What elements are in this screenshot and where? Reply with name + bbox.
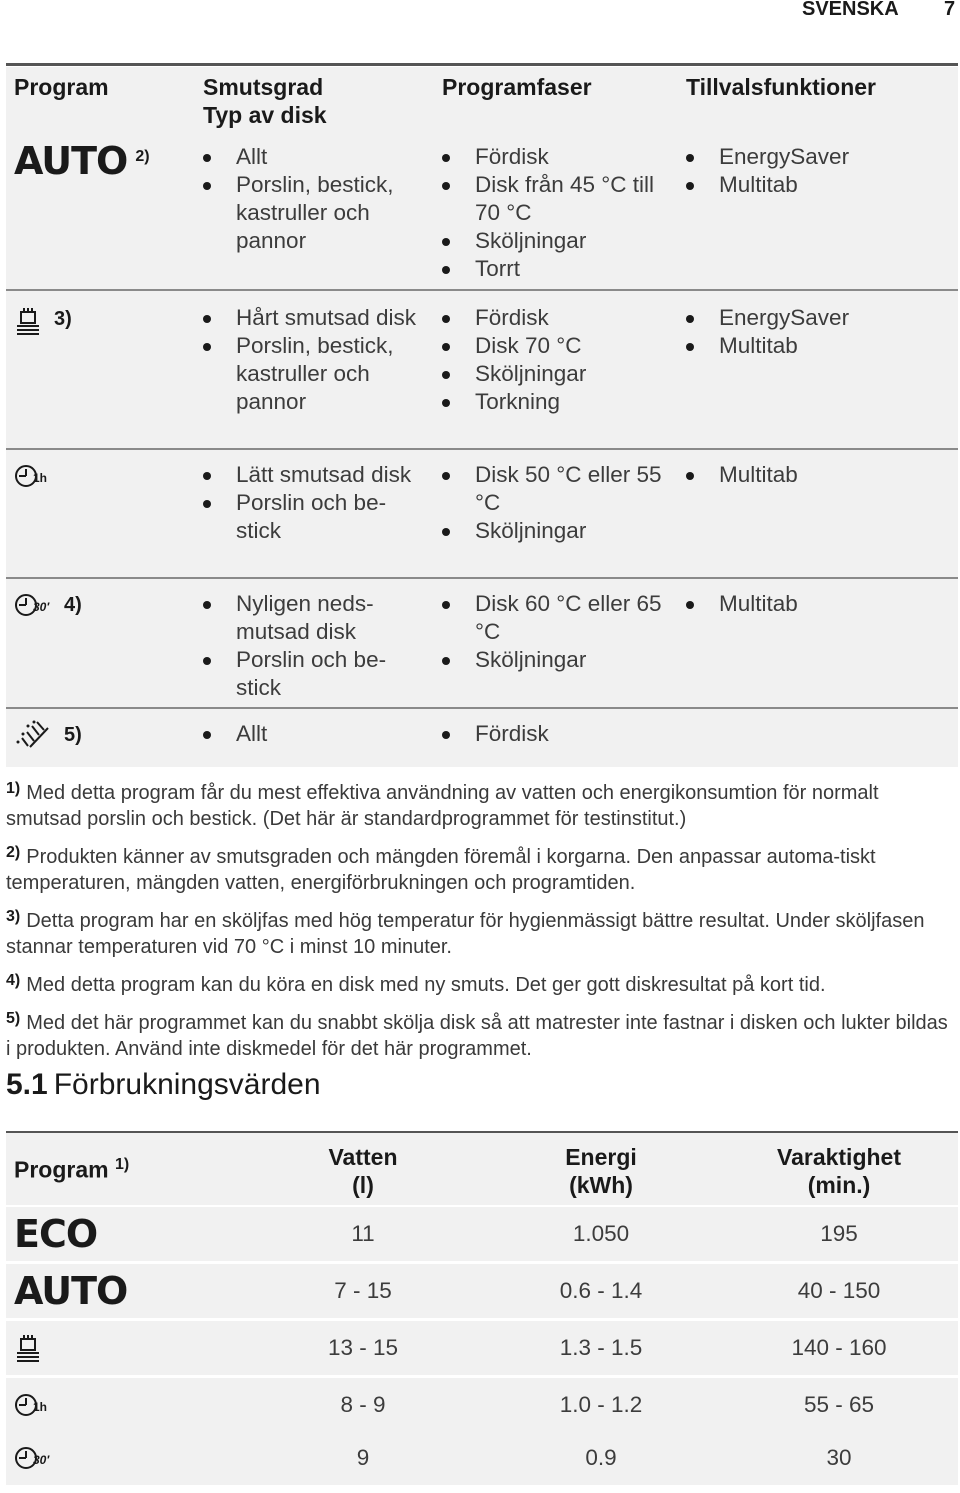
- list-item: Sköljningar: [442, 646, 674, 674]
- energy-value: 0.9: [585, 1445, 617, 1470]
- header-duration: [759, 1143, 919, 1199]
- list-item: Disk 70 °C: [442, 332, 674, 360]
- svg-text:1h: 1h: [33, 471, 48, 485]
- footnote-mark: 1): [114, 1156, 130, 1173]
- header-program: Program: [14, 74, 109, 100]
- energy-value: 1.0 - 1.2: [559, 1392, 643, 1417]
- footnote-text: Med detta program får du mest effektiva användning av vatten och energikonsumtion för normalt smutsad porslin och bestick. (Det här är standardprogrammet för testinstitut.): [6, 782, 879, 830]
- page-header: [0, 0, 960, 22]
- list-item: Fördisk: [442, 720, 674, 748]
- section-title: [6, 1068, 321, 1102]
- auto-text-icon: AUTO: [14, 139, 128, 183]
- energy-value: 1.3 - 1.5: [559, 1335, 643, 1360]
- table-top-rule: [6, 63, 958, 66]
- footnote-mark: 4): [6, 972, 21, 989]
- list-item: Lätt smutsad disk: [203, 461, 423, 489]
- intensive-pot-icon: [14, 1333, 44, 1363]
- table-row: [6, 1378, 958, 1432]
- table-row: [6, 1264, 958, 1318]
- duration-value: 140 - 160: [791, 1335, 887, 1360]
- list-item: Sköljningar: [442, 360, 674, 388]
- footnote-text: Med detta program kan du köra en disk med ny smuts. Det ger gott diskresultat på kort tid.: [26, 974, 826, 996]
- soil-cell: [203, 304, 423, 416]
- list-item: Multitab: [686, 461, 946, 489]
- header-water-line1: Vatten: [328, 1144, 398, 1170]
- options-cell: [686, 461, 946, 489]
- intensive-pot-icon: [14, 306, 44, 336]
- svg-text:30′: 30′: [33, 600, 50, 614]
- header-water-line2: (l): [352, 1172, 374, 1198]
- list-item: Sköljningar: [442, 517, 674, 545]
- footnote-mark: 2): [135, 148, 150, 165]
- thirty-min-icon: [14, 1443, 54, 1473]
- list-item: Disk från 45 °C till 70 °C: [442, 171, 674, 227]
- row-divider: [6, 707, 958, 709]
- list-item: Porslin och be-stick: [203, 489, 423, 545]
- soil-cell: [203, 461, 423, 545]
- header-energy: [541, 1143, 661, 1199]
- list-item: EnergySaver: [686, 143, 946, 171]
- footnote-5: [6, 1006, 956, 1062]
- water-value: 11: [351, 1221, 375, 1246]
- row-divider: [6, 289, 958, 291]
- soil-cell: [203, 143, 423, 255]
- footnote-mark: 1): [6, 780, 21, 797]
- one-hour-icon: [14, 1390, 50, 1420]
- section-heading: Förbrukningsvärden: [53, 1068, 321, 1101]
- table-row: [6, 1321, 958, 1375]
- soil-cell: [203, 590, 423, 702]
- row-divider: [6, 577, 958, 579]
- footnote-text: Detta program har en sköljfas med hög temperatur för hygienmässigt bättre resultat. Under sköljfasen stannar temperaturen vid 70 °C i minst 10 minuter.: [6, 910, 925, 958]
- header-options: Tillvalsfunktioner: [686, 74, 877, 100]
- footnote-2: [6, 840, 956, 896]
- prewash-rinse-icon: [14, 720, 54, 750]
- footnote-mark: 2): [6, 844, 21, 861]
- footnote-1: [6, 776, 956, 832]
- program-cell: [14, 304, 72, 340]
- header-energy-line1: Energi: [565, 1144, 637, 1170]
- program-cell: [14, 1321, 44, 1375]
- list-item: Hårt smutsad disk: [203, 304, 423, 332]
- program-cell: [14, 590, 82, 626]
- footnote-text: Produkten känner av smutsgraden och mängden föremål i korgarna. Den anpassar automa-tiskt temperaturen, mängden vatten, energiförbrukningen och programtiden.: [6, 846, 876, 894]
- list-item: Nyligen neds-mutsad disk: [203, 590, 423, 646]
- program-cell: [14, 1264, 127, 1318]
- thirty-min-icon: [14, 590, 54, 620]
- table-row: [6, 1207, 958, 1261]
- options-cell: [686, 143, 946, 199]
- header-program-label: Program: [14, 1156, 109, 1183]
- header-energy-line2: (kWh): [569, 1172, 633, 1198]
- list-item: Sköljningar: [442, 227, 674, 255]
- header-water: [303, 1143, 423, 1199]
- duration-value: 55 - 65: [803, 1392, 875, 1417]
- table-row: [6, 1431, 958, 1485]
- consumption-header-row: [6, 1133, 958, 1207]
- program-cell: [14, 1378, 50, 1432]
- phases-cell: [442, 720, 674, 748]
- list-item: Fördisk: [442, 304, 674, 332]
- list-item: Torrt: [442, 255, 674, 283]
- header-soil-line1: Smutsgrad: [203, 74, 324, 100]
- phases-cell: [442, 143, 674, 283]
- program-cell: [14, 1431, 54, 1485]
- program-cell: [14, 139, 150, 183]
- auto-text-icon: AUTO: [14, 1269, 128, 1313]
- program-table: [6, 67, 958, 767]
- header-phases: Programfaser: [442, 74, 592, 100]
- header-duration-line2: (min.): [807, 1172, 871, 1198]
- water-value: 13 - 15: [327, 1335, 399, 1360]
- energy-value: 0.6 - 1.4: [559, 1278, 643, 1303]
- row-divider: [6, 448, 958, 450]
- language-label: SVENSKA: [802, 0, 899, 20]
- header-duration-line1: Varaktighet: [777, 1144, 901, 1170]
- svg-text:1h: 1h: [33, 1400, 48, 1414]
- duration-value: 195: [820, 1221, 858, 1246]
- phases-cell: [442, 304, 674, 416]
- water-value: 9: [356, 1445, 370, 1470]
- program-cell: [14, 461, 50, 497]
- footnotes: [6, 776, 956, 1070]
- phases-cell: [442, 590, 674, 674]
- one-hour-icon: [14, 461, 50, 491]
- list-item: Torkning: [442, 388, 674, 416]
- eco-text-icon: ECO: [14, 1212, 98, 1256]
- water-value: 7 - 15: [334, 1278, 392, 1303]
- energy-value: 1.050: [572, 1221, 630, 1246]
- footnote-4: [6, 968, 956, 998]
- list-item: Porslin, bestick, kastruller och pannor: [203, 332, 423, 416]
- program-cell: [14, 720, 82, 756]
- header-program: [14, 1151, 129, 1184]
- list-item: Disk 60 °C eller 65 °C: [442, 590, 674, 646]
- footnote-3: [6, 904, 956, 960]
- list-item: Fördisk: [442, 143, 674, 171]
- phases-cell: [442, 461, 674, 545]
- footnote-mark: 5): [6, 1010, 21, 1027]
- options-cell: [686, 304, 946, 360]
- list-item: Porslin, bestick, kastruller och pannor: [203, 171, 423, 255]
- section-number: 5.1: [6, 1068, 48, 1101]
- options-cell: [686, 590, 946, 618]
- page-number: 7: [944, 0, 956, 20]
- footnote-mark: 5): [64, 724, 82, 746]
- svg-text:30′: 30′: [33, 1453, 50, 1467]
- footnote-mark: 4): [64, 594, 82, 616]
- duration-value: 30: [826, 1445, 852, 1470]
- list-item: Porslin och be-stick: [203, 646, 423, 702]
- list-item: Multitab: [686, 590, 946, 618]
- footnote-mark: 3): [6, 908, 21, 925]
- footnote-text: Med det här programmet kan du snabbt skölja disk så att matrester inte fastnar i disken och lukter bildas i produkten. Använd inte diskmedel för det här programmet.: [6, 1012, 948, 1060]
- list-item: EnergySaver: [686, 304, 946, 332]
- consumption-table: [6, 1133, 958, 1485]
- footnote-mark: 3): [54, 308, 72, 330]
- duration-value: 40 - 150: [797, 1278, 881, 1303]
- soil-cell: [203, 720, 423, 748]
- header-soil-line2: Typ av disk: [203, 102, 327, 128]
- header-soil: [203, 73, 327, 129]
- list-item: Multitab: [686, 171, 946, 199]
- water-value: 8 - 9: [340, 1392, 386, 1417]
- list-item: Allt: [203, 143, 423, 171]
- list-item: Disk 50 °C eller 55 °C: [442, 461, 674, 517]
- program-cell: [14, 1207, 97, 1261]
- list-item: Allt: [203, 720, 423, 748]
- list-item: Multitab: [686, 332, 946, 360]
